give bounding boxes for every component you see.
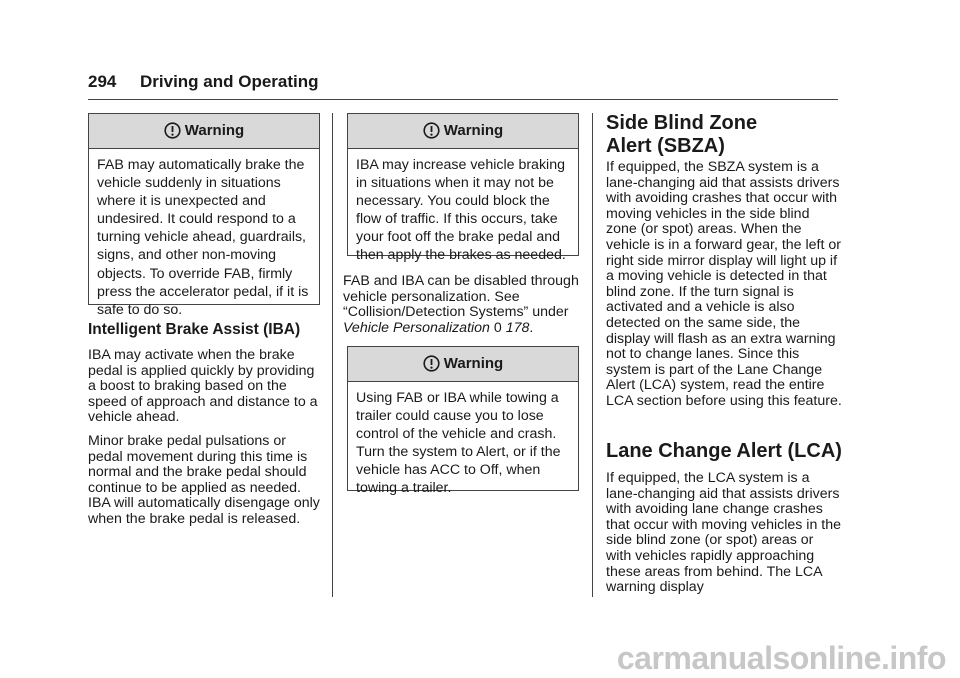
xref-link[interactable]	[343, 320, 529, 336]
warning-box-iba	[347, 113, 579, 264]
warning-icon	[423, 122, 444, 139]
xref-page[interactable]: 178	[505, 319, 530, 336]
warning-text: IBA may increase vehicle braking in situations when it may not be necessary. You could block the flow of traffic. If this occurs, take your foot off the brake pedal and then apply the brakes as needed.	[356, 157, 566, 264]
lca-heading: Lane Change Alert (LCA)	[606, 440, 842, 462]
watermark: carmanualsonline.info	[616, 640, 946, 676]
warning-icon	[423, 355, 444, 372]
column-divider-right	[592, 113, 593, 597]
sbza-heading	[606, 112, 757, 158]
warning-header	[348, 347, 578, 382]
header-rule	[88, 99, 838, 100]
paragraph-text: FAB and IBA can be disabled through vehicle personalization. See “Collision/Detection Systems” under	[343, 273, 579, 321]
warning-box-towing	[347, 346, 579, 497]
iba-paragraph-1: IBA may activate when the brake pedal is applied quickly by providing a boost to braking based on the speed of approach and distance to a vehicle ahead.	[88, 347, 318, 426]
page-header	[88, 72, 319, 92]
personalization-paragraph: FAB and IBA can be disabled through vehicle personalization. See “Collision/Detection Systems” under Vehicle Personalization 0 178.	[343, 273, 579, 336]
warning-text: FAB may automatically brake the vehicle suddenly in situations where it is unexpected and undesired. It could respond to a turning vehicle ahead, guardrails, signs, and other non-moving objects. To override FAB, firmly press the accelerator pedal, if it is safe to do so.	[97, 157, 309, 318]
iba-paragraph-2: Minor brake pedal pulsations or pedal movement during this time is normal and the brake pedal should continue to be applied as needed. IBA will automatically disengage only when the brake pedal is released.	[88, 433, 320, 527]
sbza-heading-line1: Side Blind Zone	[606, 112, 758, 134]
sbza-heading-line2: Alert (SBZA)	[606, 135, 725, 157]
sbza-paragraph: If equipped, the SBZA system is a lane-changing aid that assists drivers with avoiding crashes that occur with moving vehicles in the side blind zone (or spot) areas. When the vehicle is in a forward gear, the left or right side mirror display will light up if a moving vehicle is detected in that blind zone. If the turn signal is activated and a vehicle is also detected on the same side, the display will flash as an extra warning not to change lanes. Since this system is part of the Lane Change Alert (LCA) system, read the entire LCA section before using this feature.	[606, 159, 842, 409]
warning-label: Warning	[443, 122, 504, 139]
warning-header	[348, 114, 578, 149]
warning-icon	[164, 122, 185, 139]
warning-label: Warning	[443, 355, 504, 372]
warning-text: Using FAB or IBA while towing a trailer could cause you to lose control of the vehicle and crash. Turn the system to Alert, or if the vehicle has ACC to Off, when towing a trailer.	[356, 390, 561, 497]
iba-heading: Intelligent Brake Assist (IBA)	[88, 321, 301, 338]
page-number: 294	[88, 72, 117, 91]
section-title: Driving and Operating	[140, 72, 319, 91]
warning-label: Warning	[184, 122, 245, 139]
lca-paragraph: If equipped, the LCA system is a lane-changing aid that assists drivers with avoiding lane change crashes that occur with moving vehicles in the side blind zone (or spot) areas or with vehicles rapidly approaching these areas from behind. The LCA warning display	[606, 470, 841, 596]
xref-title[interactable]: Vehicle Personalization	[343, 319, 490, 336]
xref-arrow-icon: 0	[493, 319, 502, 336]
warning-box-fab	[88, 113, 320, 318]
column-divider-left	[332, 113, 333, 597]
warning-header	[89, 114, 319, 149]
